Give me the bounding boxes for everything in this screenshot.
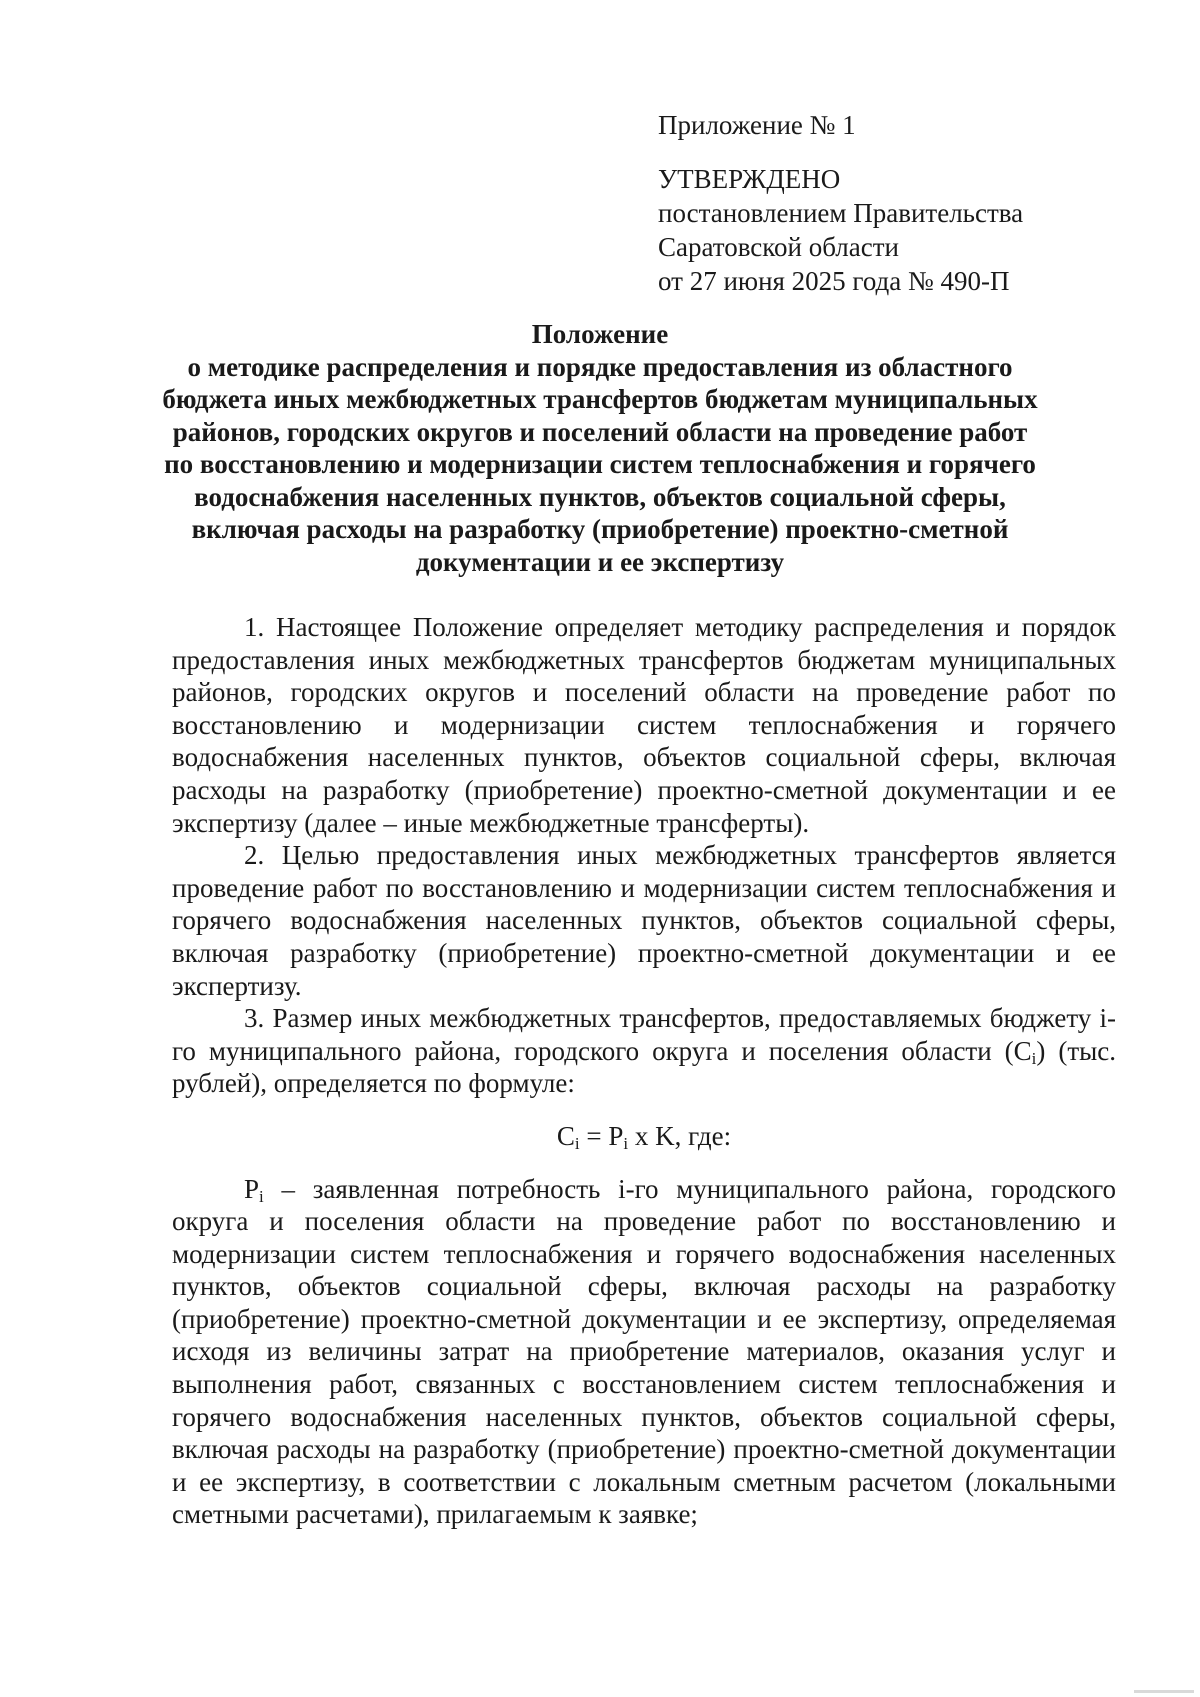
formula-equals-p: = P — [579, 1120, 624, 1151]
formula — [172, 1120, 1116, 1153]
title-line: включая расходы на разработку (приобретение) проектно-сметной — [191, 514, 1009, 544]
definition-subscript: i — [259, 1186, 264, 1206]
formula-c: C — [556, 1120, 575, 1151]
approval-date: от 27 июня 2025 года № 490-П — [658, 266, 1010, 296]
title-line: документации и ее экспертизу — [415, 546, 785, 577]
title-line: водоснабжения населенных пунктов, объектов социальной сферы, — [194, 481, 1006, 512]
definition-symbol: P — [244, 1173, 260, 1204]
title-line: районов, городских округов и поселений области на проведение работ — [172, 416, 1028, 447]
title-heading: Положение — [531, 319, 669, 349]
approval-authority: постановлением Правительства — [658, 198, 1024, 228]
formula-p-subscript: i — [623, 1133, 629, 1153]
approval-block — [658, 108, 1078, 298]
paragraph-3 — [172, 1002, 1116, 1100]
subscript-i: i — [1031, 1048, 1037, 1068]
approval-region: Саратовской области — [658, 232, 899, 262]
annex-number: Приложение № 1 — [658, 110, 856, 140]
paragraph-3-text: 3. Размер иных межбюджетных трансфертов, предоставляемых бюджету i-го муниципального района, городского округа и поселения области (C — [172, 1003, 1116, 1066]
paragraph-3-text-end: ) (тыс. рублей), определяется по формуле: — [172, 1035, 1117, 1099]
definition-text: – заявленная потребность i-го муниципального района, городского округа и поселения области на проведение работ по восстановлению и модернизации систем теплоснабжения и горячего водоснабжения населенных пунктов, объектов социальной сферы, включая расходы на разработку (приобретение) проектно-сметной документации и ее экспертизу, определяемая исходя из величины затрат на приобретение материалов, оказания услуг и выполнения работ, связанных с восстановлением систем теплоснабжения и горячего водоснабжения населенных пунктов, объектов социальной сферы, включая расходы на разработку (приобретение) проектно-сметной документации и ее экспертизу, в соответствии с локальным сметным расчетом (локальными сметными расчетами), прилагаемым к заявке; — [172, 1173, 1116, 1530]
formula-c-subscript: i — [574, 1133, 580, 1153]
scan-edge-mark — [1134, 1690, 1194, 1693]
document-body — [172, 611, 1116, 1531]
title-line: по восстановлению и модернизации систем теплоснабжения и горячего — [164, 449, 1036, 479]
title-line: бюджета иных межбюджетных трансфертов бюджетам муниципальных — [162, 384, 1038, 414]
document-title — [150, 318, 1050, 578]
paragraph-1: 1. Настоящее Положение определяет методику распределения и порядок предоставления иных межбюджетных трансфертов бюджетам муниципальных районов, городских округов и поселений области на проведение работ по восстановлению и модернизации систем теплоснабжения и горячего водоснабжения населенных пунктов, объектов социальной сферы, включая расходы на разработку (приобретение) проектно-сметной документации и ее экспертизу (далее – иные межбюджетные трансферты). — [172, 612, 1116, 838]
title-line: о методике распределения и порядке предоставления из областного — [187, 351, 1013, 382]
formula-rest: x K, где: — [628, 1120, 732, 1151]
approval-stamp: УТВЕРЖДЕНО — [658, 164, 841, 194]
paragraph-2: 2. Целью предоставления иных межбюджетных трансфертов является проведение работ по восстановлению и модернизации систем теплоснабжения и горячего водоснабжения населенных пунктов, объектов социальной сферы, включая разработку (приобретение) проектно-сметной документации и ее экспертизу. — [172, 840, 1116, 1001]
paragraph-definition-p — [172, 1173, 1116, 1532]
